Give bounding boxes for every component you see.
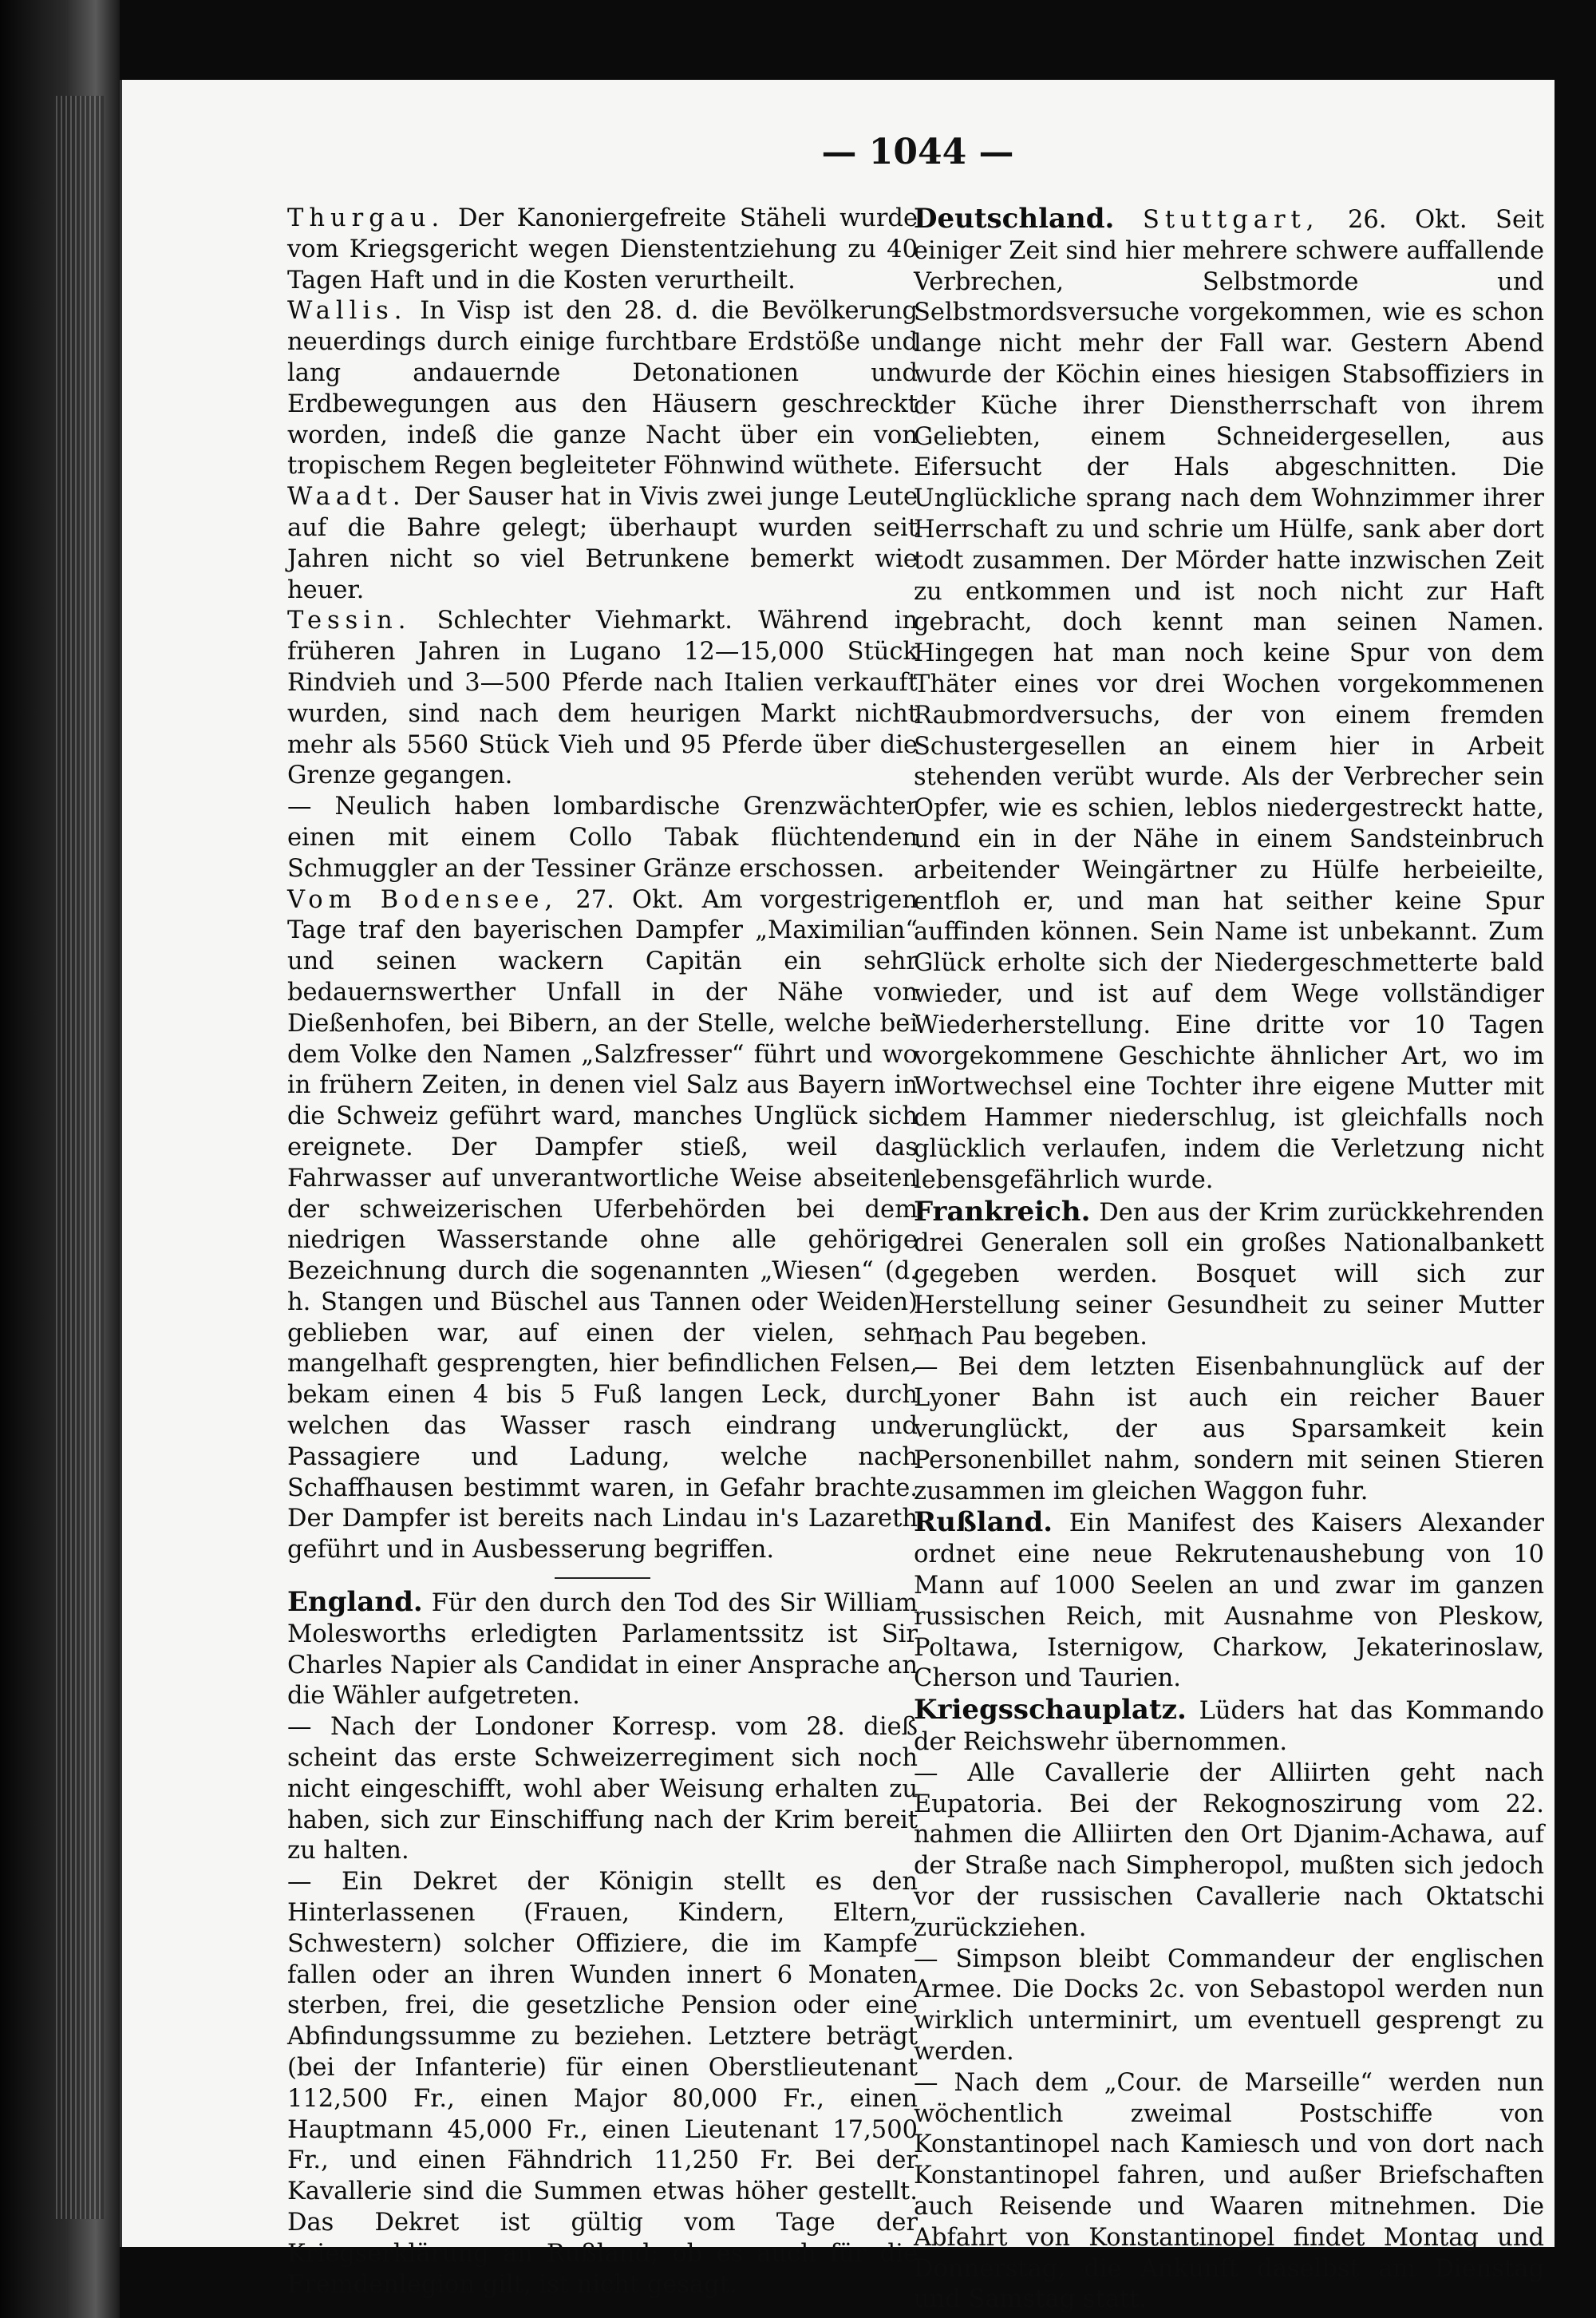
right-column (914, 204, 1544, 2316)
page-edges (56, 96, 104, 2219)
article-text: Schlechter Viehmarkt. Während in früheren Jahren in Lugano 12—15,000 Stück Rindvieh und 3—500 Pferde nach Italien verkauft wurden, sind nach dem heurigen Markt nicht mehr als 5560 Stück Vieh und 95 Pferde über die Grenze gegangen. (287, 607, 918, 790)
place-heading: Thurgau. (287, 204, 445, 232)
article-text: In Visp ist den 28. d. die Bevölkerung neuerdings durch einige furchtbare Erdstöße und lang andauernde Detonationen und Erdbewegungen aus den Häusern geschreckt worden, indeß die ganze Nacht über ein von tropischem Regen begleiteter Föhnwind wüthete. (287, 297, 918, 481)
article-thurgau (287, 204, 918, 296)
article-kriegsschauplatz (914, 1695, 1544, 1758)
article-england-3: — Ein Dekret der Königin stellt es den Hinterlassenen (Frauen, Kindern, Eltern, Schwestern) solcher Offiziere, die im Kampfe fallen oder an ihren Wunden innert 6 Monaten sterben, frei, die gesetzliche Pension oder eine Abfindungssumme zu beziehen. Letztere beträgt (bei der Infanterie) für einen Oberstlieutenant 112,500 Fr., einen Major 80,000 Fr., einen Hauptmann 45,000 Fr., einen Lieutenant 17,500 Fr., und einen Fähndrich 11,250 Fr. Bei der Kavallerie sind die Summen etwas höher gestellt. Das Dekret ist gültig vom Tage der Kriegserklärung an Rußland; ob es auch für die Fremdenlegion gilt, ist nicht gesagt. (287, 1868, 918, 2299)
place-heading: Tessin. (287, 607, 412, 635)
section-heading: Kriegsschauplatz. (914, 1694, 1187, 1727)
left-column (287, 204, 918, 2300)
article-frankreich-2: — Bei dem letzten Eisenbahnunglück auf der Lyoner Bahn ist auch ein reicher Bauer verunglückt, der aus Sparsamkeit kein Personenbillet nahm, sondern mit seinen Stieren zusammen im gleichen Waggon fuhr. (914, 1353, 1544, 1505)
article-wallis (287, 296, 918, 482)
article-deutschland (914, 204, 1544, 1197)
article-tessin-2: — Neulich haben lombardische Grenzwächter einen mit einem Collo Tabak flüchtenden Schmuggler an der Tessiner Gränze erschossen. (287, 793, 918, 883)
article-england-2: — Nach der Londoner Korresp. vom 28. dieß scheint das erste Schweizerregiment sich noch nicht eingeschifft, wohl aber Weisung erhalten zu haben, sich zur Einschiffung nach der Krim bereit zu halten. (287, 1713, 918, 1865)
article-russland (914, 1507, 1544, 1695)
place-heading: Stuttgart, (1142, 206, 1320, 234)
article-kriegsschauplatz-2: — Alle Cavallerie der Alliirten geht nach Eupatoria. Bei der Rekognoszirung vom 22. nahmen die Alliirten den Ort Djanim-Achawa, auf der Straße nach Simpheropol, mußten sich jedoch vor der russischen Cavallerie nach Oktatschi zurückziehen. (914, 1758, 1544, 1942)
section-divider (555, 1577, 650, 1579)
article-text: Für den durch den Tod des Sir William Molesworths erledigten Parlamentssitz ist Sir Charles Napier als Candidat in einer Ansprache an die Wähler aufgetreten. (287, 1589, 918, 1711)
article-kriegsschauplatz-3: — Simpson bleibt Commandeur der englischen Armee. Die Docks 2c. von Sebastopol werden nun wirklich unterminirt, um eventuell gesprengt zu werden. (914, 1944, 1544, 2067)
book-spine (0, 0, 120, 2318)
article-text: Lüders hat das Kommando der Reichswehr übernommen. (914, 1697, 1544, 1757)
article-frankreich (914, 1197, 1544, 1353)
article-text: Ein Manifest des Kaisers Alexander ordnet eine neue Rekrutenaushebung von 10 Mann auf 1000 Seelen an und zwar im ganzen russischen Reich, mit Ausnahme von Pleskow, Poltawa, Isternigow, Charkow, Jekaterinoslaw, Cherson und Taurien. (914, 1509, 1544, 1693)
country-heading: Deutschland. (914, 203, 1115, 235)
country-heading: Frankreich. (914, 1195, 1091, 1228)
place-heading: Vom Bodensee, (287, 885, 559, 914)
article-text: 27. Okt. Am vorgestrigen Tage traf den bayerischen Dampfer „Maximilian“ und seinen wackern Capitän ein sehr bedauernswerther Unfall in der Nähe von Dießenhofen, bei Bibern, an der Stelle, welche bei dem Volke den Namen „Salzfresser“ führt und wo in frühern Zeiten, in denen viel Salz aus Bayern in die Schweiz geführt ward, manches Unglück sich ereignete. Der Dampfer stieß, weil das Fahrwasser auf unverantwortliche Weise abseiten der schweizerischen Uferbehörden bei dem niedrigen Wasserstande ohne alle gehörige Bezeichnung durch die sogenannten „Wiesen“ (d. h. Stangen und Büschel aus Tannen oder Weiden) geblieben war, auf einen der vielen, sehr mangelhaft gesprengten, hier befindlichen Felsen, bekam einen 4 bis 5 Fuß langen Leck, durch welchen das Wasser rasch eindrang und Passagiere und Ladung, welche nach Schaffhausen bestimmt waren, in Gefahr brachte. Der Dampfer ist bereits nach Lindau in's Lazareth geführt und in Ausbesserung begriffen. (287, 885, 918, 1564)
article-kriegsschauplatz-4: — Nach dem „Cour. de Marseille“ werden nun wöchentlich zweimal Postschiffe von Konstantinopel nach Kamiesch und von dort nach Konstantinopel fahren, und außer Briefschaften auch Reisende und Waaren mitnehmen. Die Abfahrt von Konstantinopel findet Montag und Donnerstag, die Ankunft daselbst am Dienstag und Samstag statt. (914, 2068, 1544, 2314)
place-heading: Waadt. (287, 483, 406, 512)
article-text: Den aus der Krim zurückkehrenden drei Generalen soll ein großes Nationalbankett gegeben werden. Bosquet will sich zur Herstellung seiner Gesundheit zu seiner Mutter nach Pau begeben. (914, 1198, 1545, 1351)
article-tessin (287, 606, 918, 792)
page-number: — 1044 — (821, 132, 1014, 172)
article-text: 26. Okt. Seit einiger Zeit sind hier mehrere schwere auffallende Verbrechen, Selbstmorde und Selbstmordsversuche vorgekommen, wie es schon lange nicht mehr der Fall war. Gestern Abend wurde der Köchin eines hiesigen Stabsoffiziers in der Küche ihrer Dienstherrschaft von ihrem Geliebten, einem Schneidergesellen, aus Eifersucht der Hals abgeschnitten. Die Unglückliche sprang nach dem Wohnzimmer ihrer Herrschaft zu und schrie um Hülfe, sank aber dort todt zusammen. Der Mörder hatte inzwischen Zeit zu entkommen und ist noch nicht zur Haft gebracht, doch kennt man seinen Namen. Hingegen hat man noch keine Spur von dem Thäter eines vor drei Wochen vorgekommenen Raubmordversuchs, der von einem fremden Schustergesellen an einem hier in Arbeit stehenden verübt wurde. Als der Verbrecher sein Opfer, wie es schien, leblos niedergestreckt hatte, und ein in der Nähe in einem Sandsteinbruch arbeitender Weingärtner zu Hülfe herbeieilte, entfloh er, und man hat seither keine Spur auffinden können. Sein Name ist unbekannt. Zum Glück erholte sich der Niedergeschmetterte bald wieder, und ist auf dem Wege vollständiger Wiederherstellung. Eine dritte vor 10 Tagen vorgekommene Geschichte ähnlicher Art, wo im Wortwechsel eine Tochter ihre eigene Mutter mit dem Hammer niederschlug, ist gleichfalls noch glücklich verlaufen, indem die Verletzung nicht lebensgefährlich wurde. (914, 206, 1544, 1194)
country-heading: England. (287, 1586, 423, 1619)
article-england (287, 1587, 918, 1712)
article-text: Der Kanoniergefreite Stäheli wurde vom Kriegsgericht wegen Dienstentziehung zu 40 Tagen Haft und in die Kosten verurtheilt. (287, 204, 918, 295)
article-text: Der Sauser hat in Vivis zwei junge Leute auf die Bahre gelegt; überhaupt wurden seit Jahren nicht so viel Betrunkene bemerkt wie heuer. (287, 483, 918, 604)
article-waadt (287, 482, 918, 606)
place-heading: Wallis. (287, 297, 408, 326)
country-heading: Rußland. (914, 1506, 1053, 1539)
article-bodensee (287, 885, 918, 1567)
